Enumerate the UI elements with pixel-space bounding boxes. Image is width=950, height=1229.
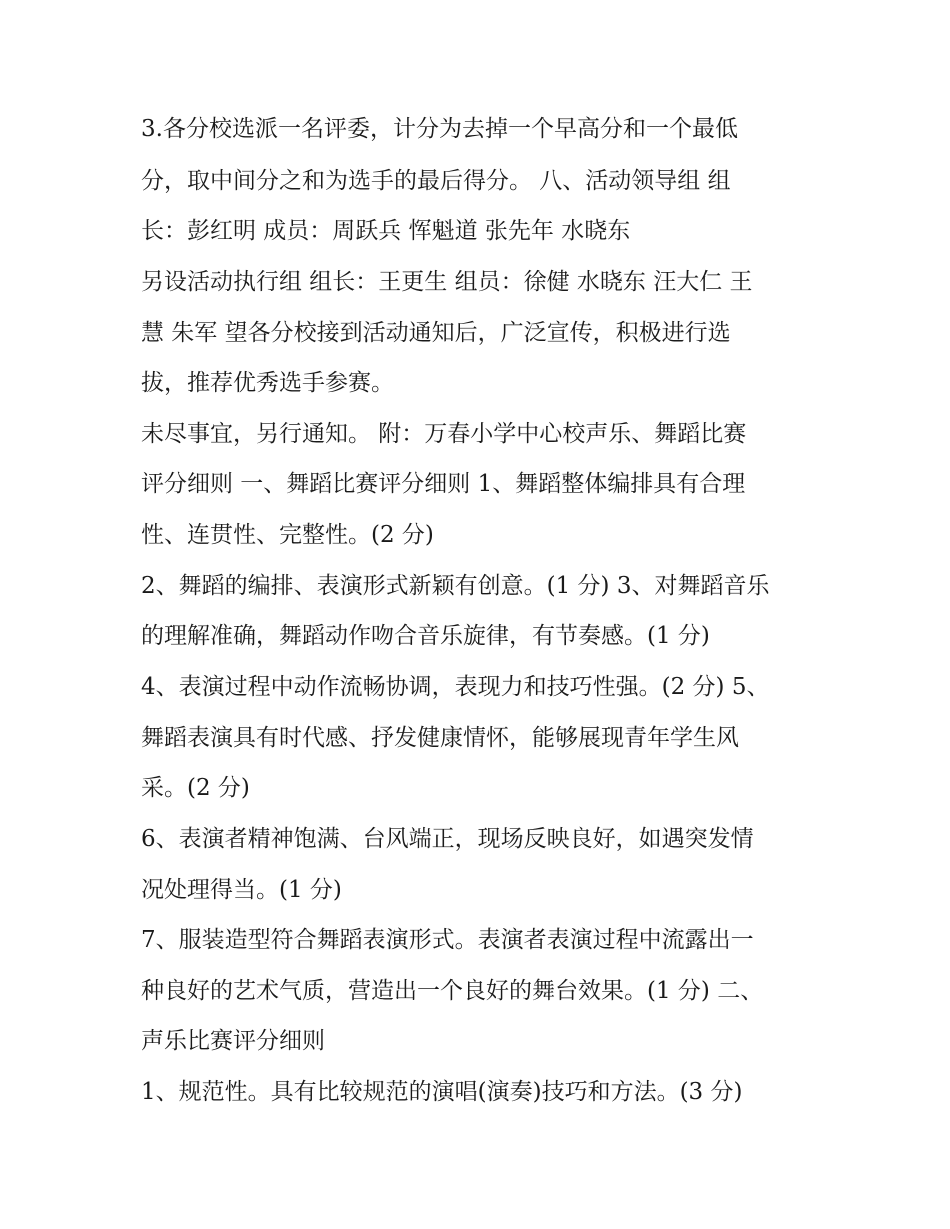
text-line: 7、服装造型符合舞蹈表演形式。表演者表演过程中流露出一 [141, 927, 754, 953]
text-line: 1、规范性。具有比较规范的演唱(演奏)技巧和方法。(3 分) [141, 1079, 743, 1105]
text-line: 采。(2 分) [141, 775, 250, 801]
text-line: 另设活动执行组 组长：王更生 组员：徐健 水晓东 汪大仁 王 [141, 269, 753, 295]
text-line: 种良好的艺术气质，营造出一个良好的舞台效果。(1 分) 二、 [141, 978, 764, 1004]
text-line: 长：彭红明 成员：周跃兵 恽魁道 张先年 水晓东 [141, 218, 631, 244]
text-line: 舞蹈表演具有时代感、抒发健康情怀，能够展现青年学生风 [141, 725, 739, 751]
text-line: 2、舞蹈的编排、表演形式新颖有创意。(1 分) 3、对舞蹈音乐 [141, 573, 770, 599]
text-line: 分，取中间分之和为选手的最后得分。 八、活动领导组 组 [141, 168, 731, 194]
text-line: 3.各分校选派一名评委，计分为去掉一个早高分和一个最低 [141, 116, 738, 142]
text-line: 性、连贯性、完整性。(2 分) [141, 522, 434, 548]
text-line: 声乐比赛评分细则 [141, 1028, 325, 1054]
text-line: 拔，推荐优秀选手参赛。 [141, 370, 394, 396]
text-line: 况处理得当。(1 分) [141, 877, 342, 903]
text-line: 4、表演过程中动作流畅协调，表现力和技巧性强。(2 分) 5、 [141, 674, 770, 700]
text-line: 未尽事宜，另行通知。 附：万春小学中心校声乐、舞蹈比赛 [141, 421, 747, 447]
text-line: 慧 朱军 望各分校接到活动通知后，广泛宣传，积极进行选 [141, 320, 731, 346]
text-line: 的理解准确，舞蹈动作吻合音乐旋律，有节奏感。(1 分) [141, 623, 710, 649]
text-line: 6、表演者精神饱满、台风端正，现场反映良好，如遇突发情 [141, 826, 754, 852]
text-line: 评分细则 一、舞蹈比赛评分细则 1、舞蹈整体编排具有合理 [141, 471, 746, 497]
